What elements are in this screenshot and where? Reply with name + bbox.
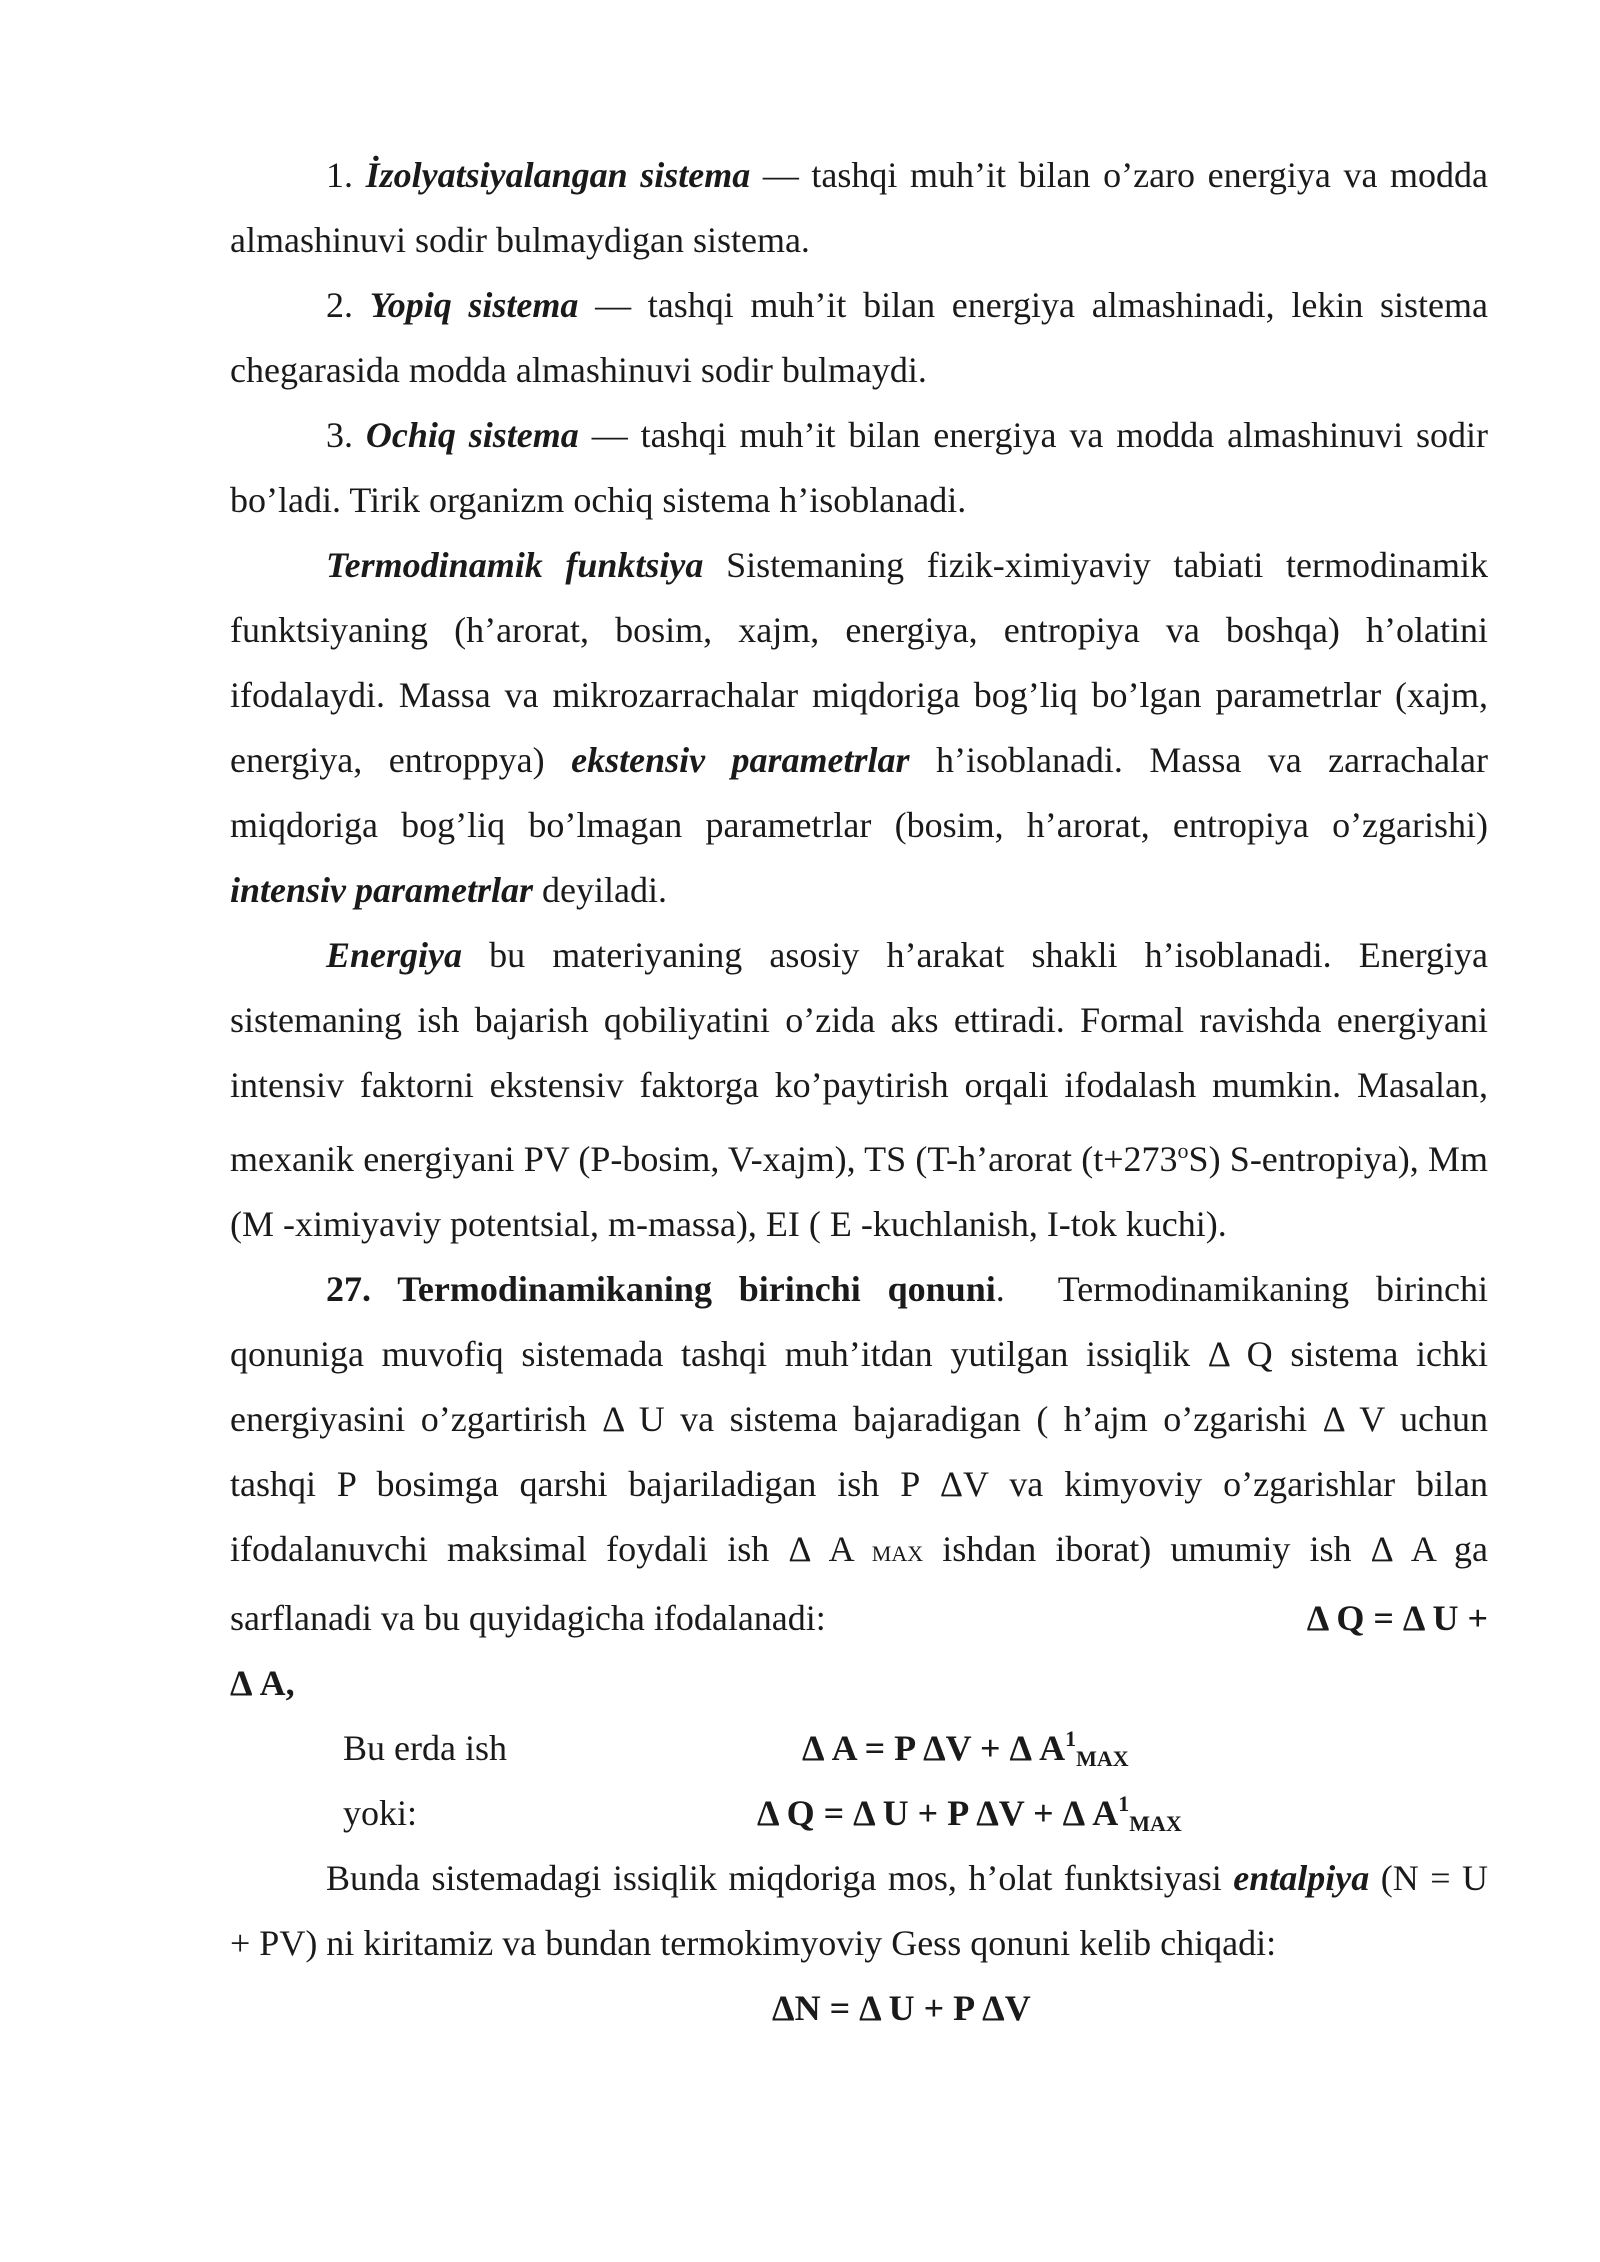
- document-page: [230, 0, 1488, 2041]
- paragraph-text: — tashqi muh’it bilan o’zaro energiya va modda almashinuvi sodir bulmaydigan sistema.: [230, 155, 1489, 260]
- heading-dot: .: [995, 1269, 1005, 1309]
- formula-subscript: MAX: [1129, 1811, 1182, 1836]
- formula-superscript: 1: [1065, 1726, 1077, 1751]
- formula-line-heat: [230, 1781, 1488, 1846]
- paragraph-energy: [230, 923, 1488, 1257]
- term-intensive-parameters: intensiv parametrlar: [230, 870, 534, 910]
- term-energy: Energiya: [326, 935, 463, 975]
- paragraph-text: Bunda sistemadagi issiqlik miqdoriga mos, h’olat funktsiyasi: [326, 1858, 1222, 1898]
- paragraph-enthalpy: [230, 1846, 1488, 1976]
- paragraph-thermodynamic-function: [230, 533, 1488, 923]
- item-number: 3.: [326, 415, 353, 455]
- section-heading: 27. Termodinamikaning birinchi qonuni: [326, 1269, 996, 1309]
- formula-heat: [757, 1781, 1182, 1850]
- paragraph-text: bu materiyaning asosiy h’arakat shakli h’isoblanadi. Energiya sistemaning ish bajarish qobiliyatini o’zida aks ettiradi. Formal ravishda energiyani intensiv faktorni ekstensiv faktorga ko’paytirish orqali ifodalash mumkin. Masalan, mexanik energiyani PV (P-bosim, V-xajm), TS (T-h’arorat (t+273: [230, 935, 1489, 1179]
- paragraph-closed-system: [230, 273, 1488, 403]
- degree-superscript: o: [1177, 1138, 1189, 1163]
- item-number: 2.: [326, 285, 353, 325]
- formula-subscript: MAX: [1076, 1746, 1129, 1771]
- term-extensive-parameters: ekstensiv parametrlar: [571, 740, 910, 780]
- term-enthalpy: entalpiya: [1233, 1858, 1370, 1898]
- formula-first-law-continuation: [230, 1651, 1488, 1716]
- formula-text: Δ Q = Δ U + P ΔV + Δ A: [757, 1793, 1119, 1833]
- formula-work: [802, 1716, 1129, 1785]
- paragraph-text: h’isoblanadi. Massa va zarrachalar miqdoriga bog’liq bo’lmagan parametrlar (bosim, h’arorat, entropiya o’zgarishi): [230, 740, 1489, 845]
- paragraph-first-law: [230, 1257, 1488, 1651]
- formula-first-law-part: Δ Q = Δ U +: [1306, 1598, 1488, 1638]
- paragraph-text: Termodinamikaning birinchi qonuniga muvofiq sistemada tashqi muh’itdan yutilgan issiqlik Δ Q sistema ichki energiyasini o’zgartirish Δ U va sistema bajaradigan ( h’ajm o’zgarishi Δ V uchun tashqi P bosimga qarshi bajariladigan ish P ΔV va kimyoviy o’zgarishlar bilan ifodalanuvchi maksimal foydali ish Δ A: [230, 1269, 1488, 1569]
- max-subscript: MAX: [871, 1541, 924, 1566]
- paragraph-text: S) S-entropiya), Mm (M -ximiyaviy potentsial, m-massa), EI ( E -kuchlanish, I-tok kuchi).: [230, 1139, 1488, 1244]
- item-number: 1.: [326, 155, 353, 195]
- formula-enthalpy: ΔN = Δ U + P ΔV: [772, 1988, 1031, 2028]
- formula-label-or: yoki:: [343, 1793, 418, 1833]
- paragraph-open-system: [230, 403, 1488, 533]
- term-closed-system: Yopiq sistema: [369, 285, 579, 325]
- formula-line-enthalpy: [230, 1976, 1488, 2041]
- paragraph-text: Sistemaning fizik-ximiyaviy tabiati termodinamik funktsiyaning (h’arorat, bosim, xajm, energiya, entropiya va boshqa) h’olatini ifodalaydi. Massa va mikrozarrachalar miqdoriga bog’liq bo’lgan parametrlar (xajm, energiya, entroppya): [230, 545, 1488, 780]
- paragraph-text: — tashqi muh’it bilan energiya almashinadi, lekin sistema chegarasida modda almashinuvi sodir bulmaydi.: [230, 285, 1488, 390]
- paragraph-text: — tashqi muh’it bilan energiya va modda almashinuvi sodir bo’ladi. Tirik organizm ochiq sistema h’isoblanadi.: [230, 415, 1488, 520]
- paragraph-text: deyiladi.: [542, 870, 667, 910]
- formula-label-work: Bu erda ish: [343, 1728, 507, 1768]
- formula-first-law-end: Δ A,: [230, 1663, 295, 1703]
- formula-text: Δ A = P ΔV + Δ A: [802, 1728, 1066, 1768]
- paragraph-isolated-system: [230, 0, 1488, 273]
- formula-superscript: 1: [1118, 1791, 1130, 1816]
- term-isolated-system: İzolyatsiyalangan sistema: [365, 155, 751, 195]
- term-open-system: Ochiq sistema: [365, 415, 579, 455]
- formula-line-work: [230, 1716, 1488, 1781]
- paragraph-text: (N = U + PV) ni kiritamiz va bundan termokimyoviy Gess qonuni kelib chiqadi:: [230, 1858, 1488, 1963]
- paragraph-text: ishdan iborat) umumiy ish Δ A ga sarflanadi va bu quyidagicha ifodalanadi:: [230, 1529, 1489, 1638]
- term-thermodynamic-function: Termodinamik funktsiya: [326, 545, 704, 585]
